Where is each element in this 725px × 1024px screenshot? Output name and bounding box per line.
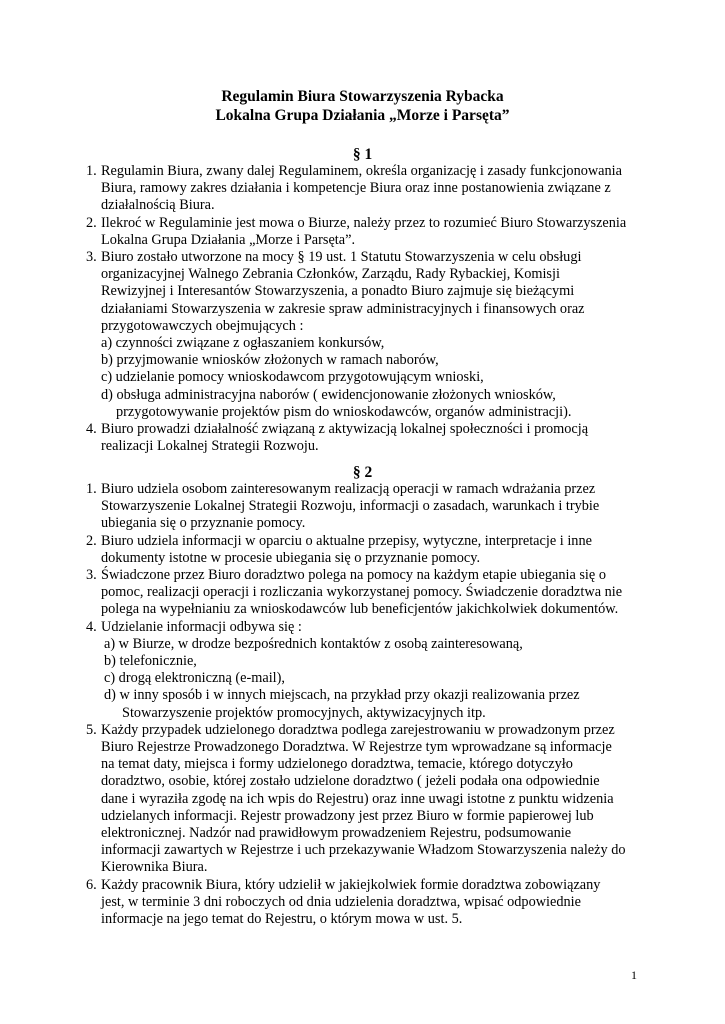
text-line: Stowarzyszenie projektów promocyjnych, aktywizacyjnych itp. [122,704,486,721]
text-line: Biuro prowadzi działalność związaną z aktywizacją lokalnej społeczności i promocją [101,421,589,437]
text-line: udzielanych informacji. Rejestr prowadzony jest przez Biuro w formie papierowej lub [101,807,594,824]
text-line: Biuro zostało utworzone na mocy § 19 ust. 1 Statutu Stowarzyszenia w celu obsługi [101,249,582,265]
text-line: pomoc, realizacji operacji i rozliczania wykorzystanej pomocy. Świadczenie doradztwa nie [101,584,623,601]
text-line: elektronicznej. Nadzór nad prawidłowym prowadzeniem Rejestru, podsumowanie [101,825,572,841]
text-line: dokumenty istotne w procesie ubiegania się o przyznanie pomocy. [101,549,481,566]
text-line: c) udzielanie pomocy wnioskodawcom przygotowującym wnioski, [101,369,484,386]
text-line: Każdy przypadek udzielonego doradztwa podlega zarejestrowaniu w prowadzonym przez [101,721,615,738]
text-line: Stowarzyszenie Lokalnej Strategii Rozwoju, informacji o zasadach, warunkach i trybie [101,498,600,515]
text-line: informacji zawartych w Rejestrze i uch przekazywanie Władzom Stowarzyszenia należy do [101,842,626,859]
list-item-number: 2. [86,214,97,231]
list-item-number: 1. [86,481,97,497]
text-line: Ilekroć w Regulaminie jest mowa o Biurze, należy przez to rozumieć Biuro Stowarzyszenia [101,214,627,231]
text-line: działalnością Biura. [101,197,215,214]
document-title-line-2: Lokalna Grupa Działania „Morze i Parsęta” [215,107,510,124]
text-line: dane i wyraziła zgodę na ich wpis do Rejestru) oraz inne uwagi istotne z punktu widzenia [101,790,614,807]
list-item-number: 4. [86,421,97,437]
section-heading: § 2 [352,464,373,481]
text-line: przygotowywanie projektów pism do wnioskodawców, organów administracji). [116,403,572,420]
text-line: b) telefonicznie, [104,653,197,669]
text-line: działaniami Stowarzyszenia w zakresie spraw administracyjnych i finansowych oraz [101,300,585,317]
text-line: na temat daty, miejsca i formy udzielonego doradztwa, temacie, którego dotyczyło [101,756,573,773]
text-line: polega na wypełnianiu za wnioskodawców lub beneficjentów jakichkolwiek dokumentów. [101,601,619,618]
text-line: a) czynności związane z ogłaszaniem konkursów, [101,335,385,351]
text-line: przygotowawczych obejmujących : [101,317,304,334]
page-number: 1 [631,968,637,982]
text-line: Kierownika Biura. [101,859,208,876]
text-line: organizacyjnej Walnego Zebrania Członków, Zarządu, Rady Rybackiej, Komisji [101,266,560,283]
text-line: Każdy pracownik Biura, który udzielił w jakiejkolwiek formie doradztwa zobowiązany [101,876,601,893]
list-item-number: 1. [86,163,97,179]
section-heading: § 1 [352,146,373,163]
text-line: Regulamin Biura, zwany dalej Regulaminem, określa organizację i zasady funkcjonowania [101,163,622,179]
text-line: d) obsługa administracyjna naborów ( ewidencjonowanie złożonych wniosków, [101,386,556,403]
text-line: a) w Biurze, w drodze bezpośrednich kontaktów z osobą zainteresowaną, [104,635,523,652]
text-line: ubiegania się o przyznanie pomocy. [101,515,306,532]
text-line: Biuro udziela informacji w oparciu o aktualne przepisy, wytyczne, interpretacje i inne [101,532,592,549]
text-line: realizacji Lokalnej Strategii Rozwoju. [101,438,319,455]
text-line: Biura, ramowy zakres działania i kompetencje Biura oraz inne postanowienia związane z [101,180,611,197]
text-line: informacje na jego temat do Rejestru, o którym mowa w ust. 5. [101,911,463,927]
list-item-number: 2. [86,532,97,549]
document-title-line-1: Regulamin Biura Stowarzyszenia Rybacka [221,88,504,105]
list-item-number: 3. [86,567,97,583]
text-line: jest, w terminie 3 dni roboczych od dnia udzielenia doradztwa, wpisać odpowiednie [101,893,581,910]
text-line: Udzielanie informacji odbywa się : [101,618,302,635]
text-line: doradztwo, osobie, której zostało udzielone doradztwo ( jeżeli podała ona odpowiednie [101,773,600,790]
text-line: c) drogą elektroniczną (e-mail), [104,670,285,687]
text-line: Świadczone przez Biuro doradztwo polega na pomocy na każdym etapie ubiegania się o [101,567,606,583]
list-item-number: 3. [86,249,97,265]
list-item-number: 6. [86,876,97,893]
text-line: Rewizyjnej i Interesantów Stowarzyszenia, a ponadto Biuro zajmuje się bieżącymi [101,283,575,300]
list-item-number: 5. [86,721,97,738]
text-line: d) w inny sposób i w innych miejscach, na przykład przy okazji realizowania przez [104,687,580,704]
text-line: b) przyjmowanie wniosków złożonych w ramach naborów, [101,352,439,369]
text-line: Lokalna Grupa Działania „Morze i Parsęta”. [101,231,356,248]
text-line: Biuro udziela osobom zainteresowanym realizacją operacji w ramach wdrażania przez [101,481,596,497]
text-line: Biuro Rejestrze Prowadzonego Doradztwa. W Rejestrze tym wprowadzane są informacje [101,739,612,755]
list-item-number: 4. [86,618,97,635]
